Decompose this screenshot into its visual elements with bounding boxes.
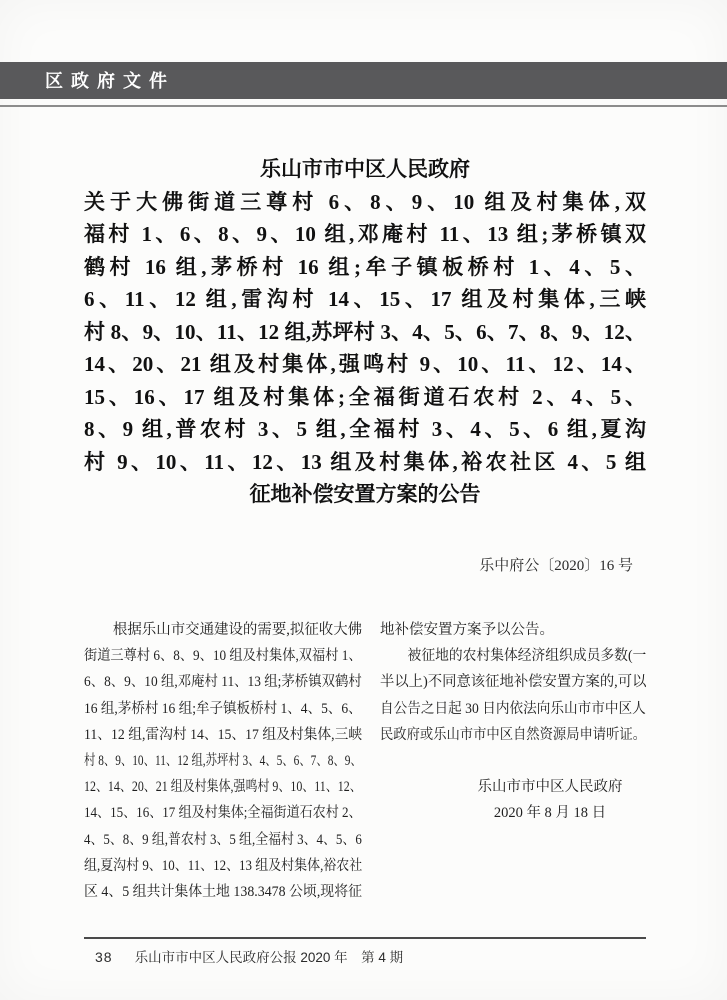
signature-date: 2020 年 8 月 18 日 [493,805,607,822]
title-line: 14、20、21 组及村集体,强鸣村 9、10、11、12、14、 [84,352,646,376]
title-line: 村 8、9、10、11、12 组,苏坪村 3、4、5、6、7、8、9、12、 [84,319,646,344]
footer-divider-rule [84,937,646,939]
body-line: 组,夏沟村 9、10、11、12、13 组及村集体,裕农社 [84,857,363,874]
title-line: 6、11、12 组,雷沟村 14、15、17 组及村集体,三峡 [84,287,646,311]
document-title [84,153,646,511]
page-number: 38 [95,949,113,965]
signature-block [417,774,683,826]
title-line: 乐山市市中区人民政府 [260,157,470,181]
body-line: 半以上)不同意该征地补偿安置方案的,可以 [380,674,647,691]
body-line: 12、14、20、21 组及村集体,强鸣村 9、10、11、12、 [84,779,362,796]
body-line: 根据乐山市交通建设的需要,拟征收大佛 [84,622,363,638]
document-number: 乐中府公〔2020〕16 号 [479,558,633,574]
body-line: 地补偿安置方案予以公告。 [380,622,554,638]
title-line: 15、16、17 组及村集体;全福街道石农村 2、4、5、 [84,384,646,409]
body-line: 11、12 组,雷沟村 14、15、17 组及村集体,三峡 [84,726,363,743]
title-line: 福村 1、6、8、9、10 组,邓庵村 11、13 组;茅桥镇双 [84,222,646,246]
body-line: 民政府或乐山市市中区自然资源局申请听证。 [380,726,646,743]
section-header-bar [0,62,727,99]
body-line: 区 4、5 组共计集体土地 138.3478 公顷,现将征 [84,884,362,901]
body-columns [84,617,646,905]
body-line: 村 8、9、10、11、12 组,苏坪村 3、4、5、6、7、8、9、 [84,753,362,770]
title-line: 关于大佛街道三尊村 6、8、9、10 组及村集体,双 [84,189,646,214]
signature-authority: 乐山市市中区人民政府 [477,779,623,796]
body-line: 6、8、9、10 组,邓庵村 11、13 组;茅桥镇双鹤村 [84,674,362,691]
body-column-left [84,617,362,905]
body-line: 4、5、8、9 组,普农村 3、5 组,全福村 3、4、5、6 [84,831,362,848]
title-line: 鹤村 16 组,茅桥村 16 组;牟子镇板桥村 1、4、5、 [84,254,646,279]
section-header-label: 区政府文件 [45,70,175,91]
gazette-title: 乐山市市中区人民政府公报 2020 年 第 4 期 [134,950,404,965]
body-line: 16 组,茅桥村 16 组;牟子镇板桥村 1、4、5、6、 [84,700,362,717]
title-line: 征地补偿安置方案的公告 [249,482,481,506]
body-line: 被征地的农村集体经济组织成员多数(一 [380,648,647,665]
title-line: 村 9、10、11、12、13 组及村集体,裕农社区 4、5 组 [84,449,646,474]
page-footer [95,946,403,966]
body-column-right [380,617,646,905]
body-line: 街道三尊村 6、8、9、10 组及村集体,双福村 1、 [84,648,362,665]
title-line: 8、9 组,普农村 3、5 组,全福村 3、4、5、6 组,夏沟 [84,417,646,441]
header-divider-rule [0,105,727,107]
body-line: 自公告之日起 30 日内依法向乐山市市中区人 [380,700,646,717]
body-line: 14、15、16、17 组及村集体;全福街道石农村 2、 [84,805,362,822]
